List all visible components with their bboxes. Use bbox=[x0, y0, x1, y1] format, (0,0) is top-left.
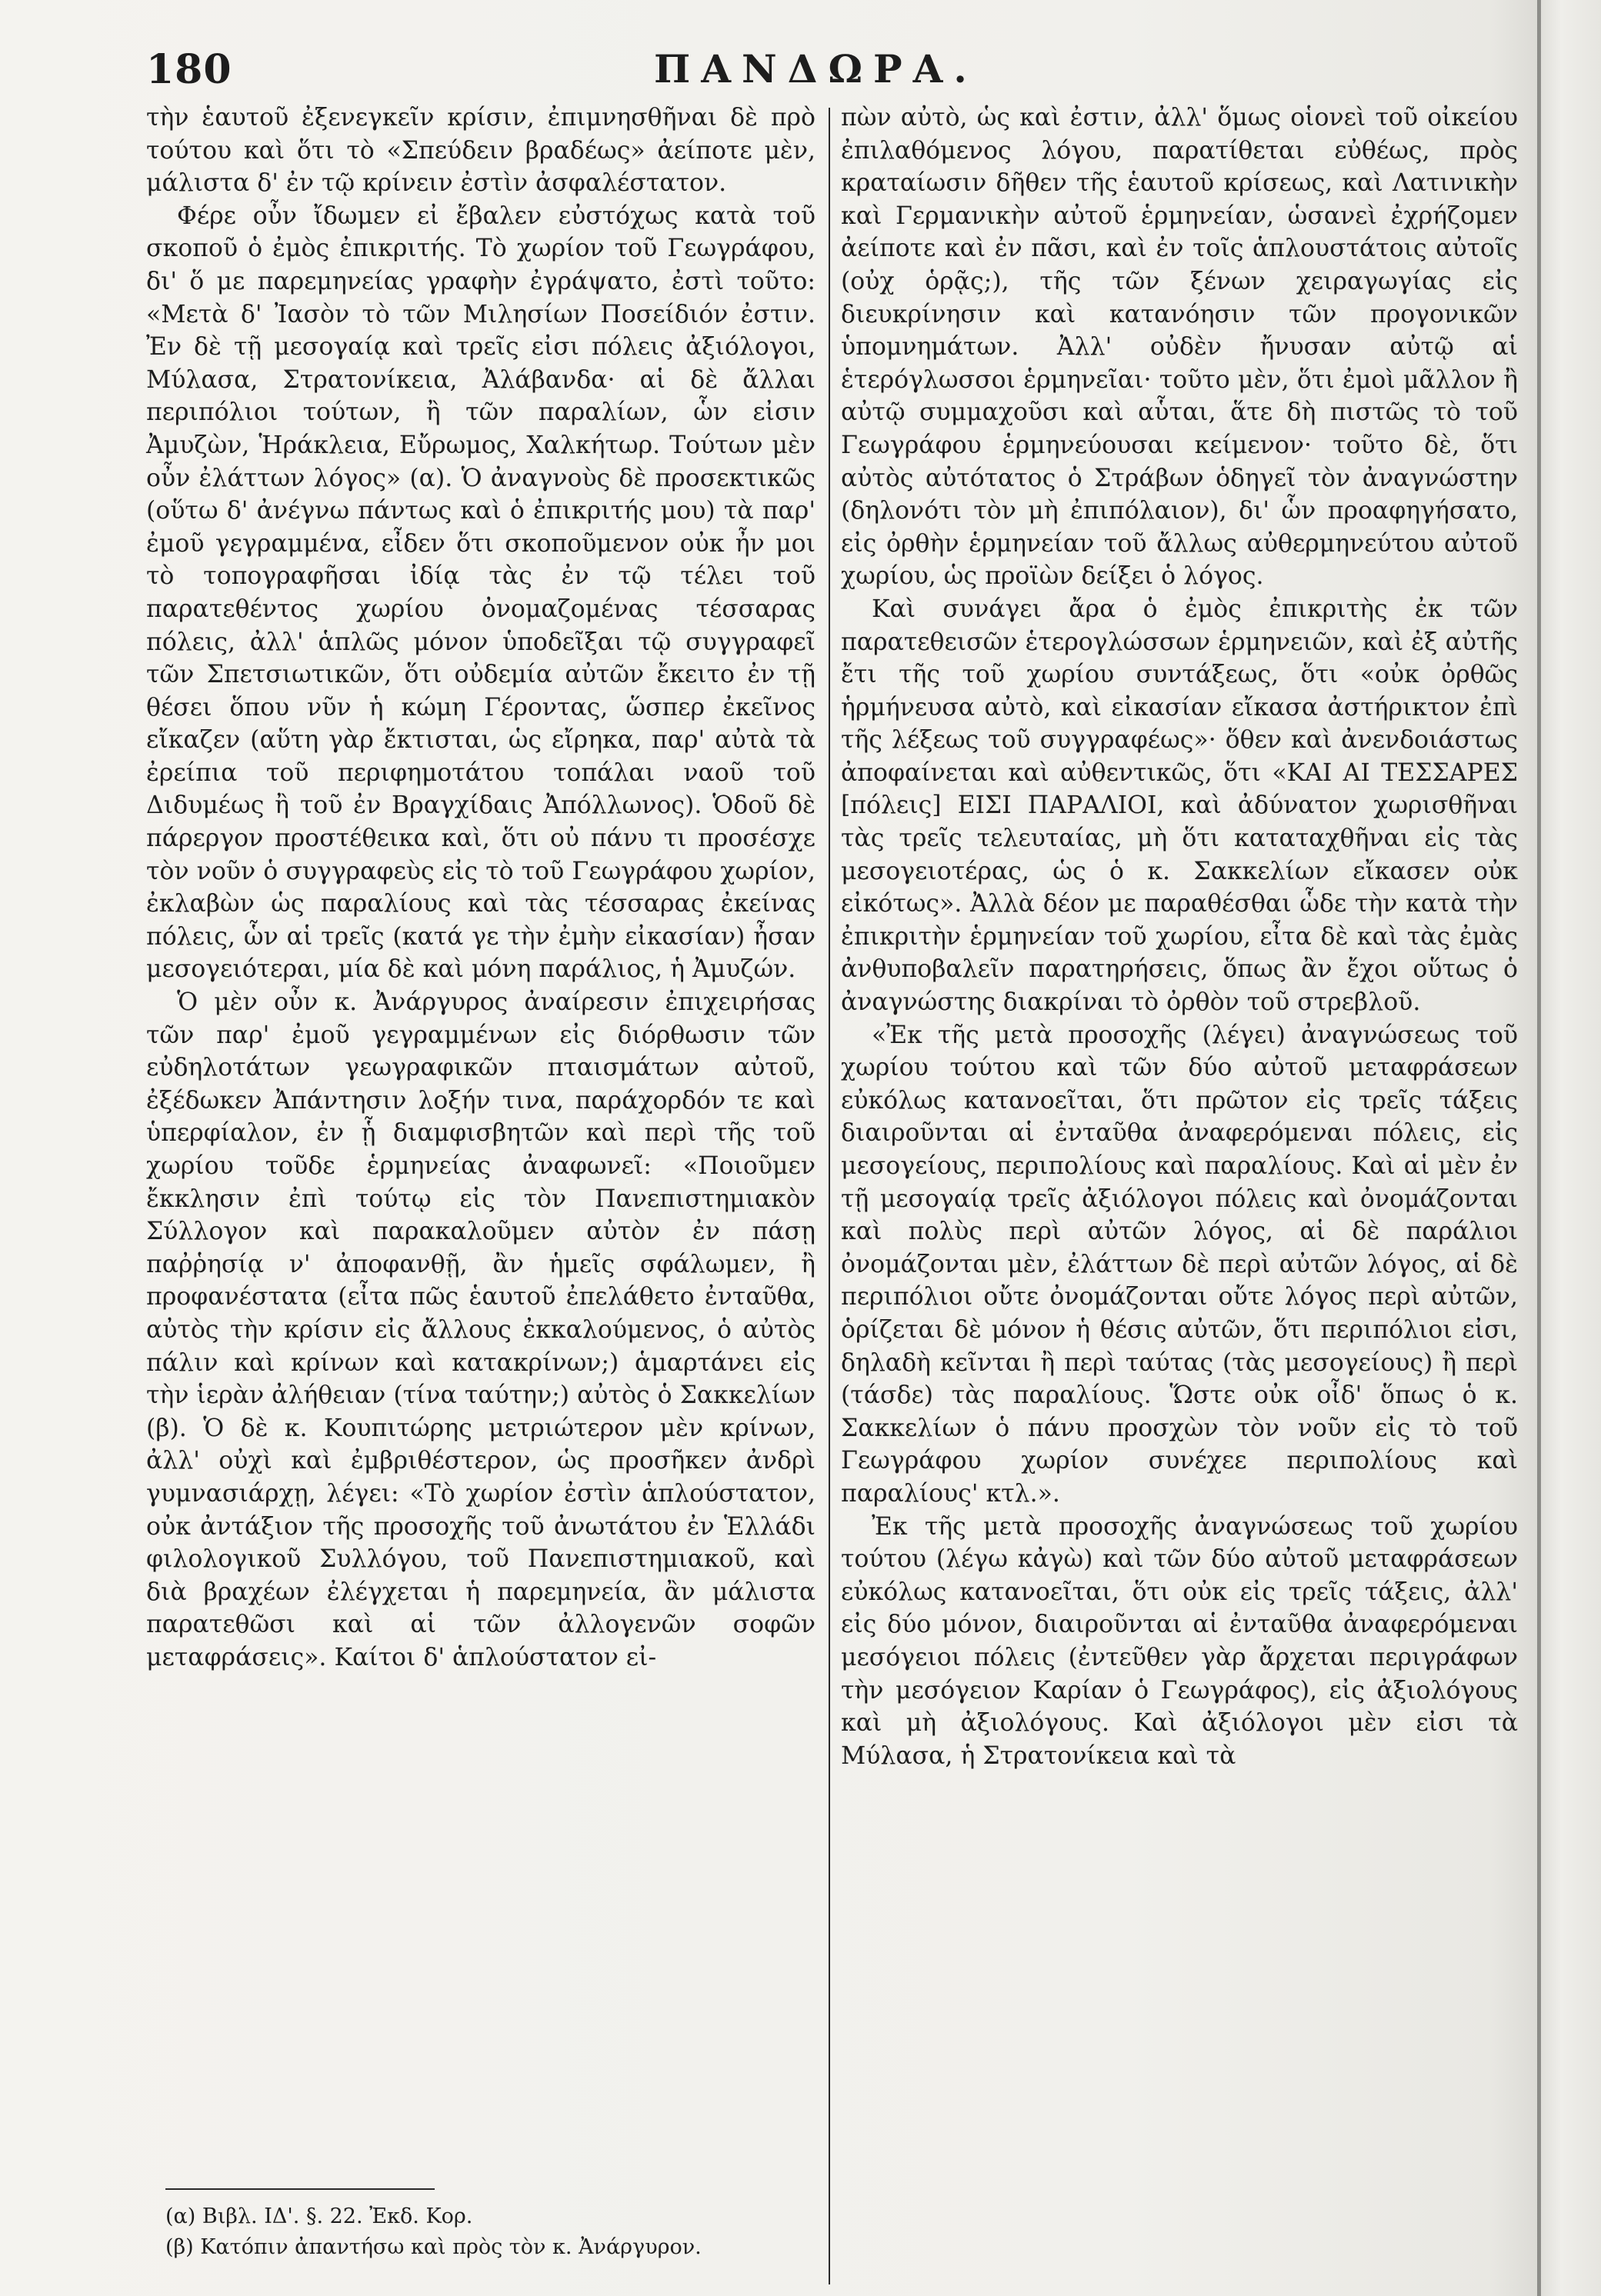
right-column bbox=[841, 102, 1518, 1772]
footnote-a: (α) Βιβλ. ΙΔ'. §. 22. Ἐκδ. Κορ. bbox=[165, 2204, 473, 2228]
left-paragraph-1: τὴν ἑαυτοῦ ἐξενεγκεῖν κρίσιν, ἐπιμνησθῆναι δὲ πρὸ τούτου καὶ ὅτι τὸ «Σπεύδειν βραδέως» ἀείποτε μὲν, μάλιστα δ' ἐν τῷ κρίνειν ἐστὶν ἀσφαλέστατον. bbox=[146, 104, 816, 198]
left-paragraph-3: Ὁ μὲν οὖν κ. Ἀνάργυρος ἀναίρεσιν ἐπιχειρήσας τῶν παρ' ἐμοῦ γεγραμμένων εἰς διόρθωσιν τῶν εὐδηλοτάτων γεωγραφικῶν πταισμάτων αὐτοῦ, ἐξέδωκεν Ἀπάντησιν λοξήν τινα, παράχορδόν τε καὶ ὑπερφίαλον, ἐν ᾗ διαμφισβητῶν καὶ περὶ τῆς τοῦ χωρίου τοῦδε ἑρμηνείας ἀναφωνεῖ: «Ποιοῦμεν ἔκκλησιν ἐπὶ τούτῳ εἰς τὸν Πανεπιστημιακὸν Σύλλογον καὶ παρακαλοῦμεν αὐτὸν ἐν πάσῃ παῤῥησίᾳ ν' ἀποφανθῇ, ἂν ἡμεῖς σφάλωμεν, ἢ προφανέστατα (εἶτα πῶς ἑαυτοῦ ἐπελάθετο ἐνταῦθα, αὐτὸς τὴν κρίσιν εἰς ἄλλους ἐκκαλούμενος, ὁ αὐτὸς πάλιν καὶ κρίνων καὶ κατακρίνων;) ἁμαρτάνει εἰς τὴν ἱερὰν ἀλήθειαν (τίνα ταύτην;) αὐτὸς ὁ Σακκελίων (β). Ὁ δὲ κ. Κουπιτώρης μετριώτερον μὲν κρίνων, ἀλλ' οὐχὶ καὶ ἐμβριθέστερον, ὡς προσῆκεν ἀνδρὶ γυμνασιάρχῃ, λέγει: «Τὸ χωρίον ἐστὶν ἁπλούστατον, οὐκ ἀντάξιον τῆς προσοχῆς τοῦ ἀνωτάτου ἐν Ἑλλάδι φιλολογικοῦ Συλλόγου, τοῦ Πανεπιστημιακοῦ, καὶ διὰ βραχέων ἐλέγχεται ἡ παρεμηνεία, ἂν μάλιστα παρατεθῶσι καὶ αἱ τῶν ἀλλογενῶν σοφῶν μεταφράσεις». Καίτοι δ' ἁπλούστατον εἰ- bbox=[146, 988, 816, 1671]
left-paragraph-2: Φέρε οὖν ἴδωμεν εἰ ἔβαλεν εὐστόχως κατὰ τοῦ σκοποῦ ὁ ἐμὸς ἐπικριτής. Τὸ χωρίον τοῦ Γεωγράφου, δι' ὅ με παρεμηνείας γραφὴν ἐγράψατο, ἐστὶ τοῦτο: «Μετὰ δ' Ἰασὸν τὸ τῶν Μιλησίων Ποσείδιόν ἐστιν. Ἐν δὲ τῇ μεσογαίᾳ καὶ τρεῖς εἰσι πόλεις ἀξιόλογοι, Μύλασα, Στρατονίκεια, Ἀλάβανδα· αἱ δὲ ἄλλαι περιπόλιοι τούτων, ἢ τῶν παραλίων, ὧν εἰσιν Ἀμυζὼν, Ἡράκλεια, Εὔρωμος, Χαλκήτωρ. Τούτων μὲν οὖν ἐλάττων λόγος» (α). Ὁ ἀναγνοὺς δὲ προσεκτικῶς (οὕτω δ' ἀνέγνω πάντως καὶ ὁ ἐπικριτής μου) τὰ παρ' ἐμοῦ γεγραμμένα, εἶδεν ὅτι σκοποῦμενον οὐκ ἦν μοι τὸ τοπογραφῆσαι ἰδίᾳ τὰς ἐν τῷ τέλει τοῦ παρατεθέντος χωρίου ὀνομαζομένας τέσσαρας πόλεις, ἀλλ' ἁπλῶς μόνον ὑποδεῖξαι τῷ συγγραφεῖ τῶν Σπετσιωτικῶν, ὅτι οὐδεμία αὐτῶν ἔκειτο ἐν τῇ θέσει ὅπου νῦν ἡ κώμη Γέροντας, ὥσπερ ἐκεῖνος εἴκαζεν (αὕτη γὰρ ἔκτισται, ὡς εἴρηκα, παρ' αὐτὰ τὰ ἐρείπια τοῦ περιφημοτάτου τοπάλαι ναοῦ τοῦ Διδυμέως ἢ τοῦ ἐν Βραγχίδαις Ἀπόλλωνος). Ὁδοῦ δὲ πάρεργον προστέθεικα καὶ, ὅτι οὐ πάνυ τι προσέσχε τὸν νοῦν ὁ συγγραφεὺς εἰς τὸ τοῦ Γεωγράφου χωρίον, ἐκλαβὼν ὡς παραλίους καὶ τὰς τέσσαρας ἐκείνας πόλεις, ὧν αἱ τρεῖς (κατά γε τὴν ἐμὴν εἰκασίαν) ἦσαν μεσογειότεραι, μία δὲ καὶ μόνη παράλιος, ἡ Ἀμυζών. bbox=[146, 202, 816, 984]
right-paragraph-4: Ἐκ τῆς μετὰ προσοχῆς ἀναγνώσεως τοῦ χωρίου τούτου (λέγω κἀγὼ) καὶ τῶν δύο αὐτοῦ μεταφράσεων εὐκόλως κατανοεῖται, ὅτι οὐκ εἰς τρεῖς τάξεις, ἀλλ' εἰς δύο μόνον, διαιροῦνται αἱ ἐνταῦθα ἀναφερόμεναι μεσόγειοι πόλεις (ἐντεῦθεν γὰρ ἄρχεται περιγράφων τὴν μεσόγειον Καρίαν ὁ Γεωγράφος), εἰς ἀξιολόγους καὶ μὴ ἀξιολόγους. Καὶ ἀξιόλογοι μὲν εἰσι τὰ Μύλασα, ἡ Στρατονίκεια καὶ τὰ bbox=[841, 1512, 1518, 1770]
running-title: ΠΑΝΔΩΡΑ. bbox=[654, 46, 978, 92]
page-header bbox=[146, 46, 1531, 100]
footnotes bbox=[165, 2201, 812, 2263]
right-paragraph-3: «Ἐκ τῆς μετὰ προσοχῆς (λέγει) ἀναγνώσεως τοῦ χωρίου τούτου καὶ τῶν δύο αὐτοῦ μεταφράσεων εὐκόλως κατανοεῖται, ὅτι πρῶτον εἰς τρεῖς τάξεις διαιροῦνται αἱ ἐνταῦθα ἀναφερόμεναι πόλεις, εἰς μεσογείους, περιπολίους καὶ παραλίους. Καὶ αἱ μὲν ἐν τῇ μεσογαίᾳ τρεῖς ἀξιόλογοι πόλεις καὶ ὀνομάζονται καὶ πολὺς περὶ αὐτῶν λόγος, αἱ δὲ παράλιοι ὀνομάζονται μὲν, ἐλάττων δὲ περὶ αὐτῶν λόγος, αἱ δὲ περιπόλιοι οὔτε ὀνομάζονται οὔτε λόγος περὶ αὐτῶν, ὁρίζεται δὲ μόνον ἡ θέσις αὐτῶν, ὅτι περιπόλιοι εἰσι, δηλαδὴ κεῖνται ἢ περὶ ταύτας (τὰς μεσογείους) ἢ περὶ (τάσδε) τὰς παραλίους. Ὥστε οὐκ οἶδ' ὅπως ὁ κ. Σακκελίων ὁ πάνυ προσχὼν τὸν νοῦν εἰς τὸ τοῦ Γεωγράφου χωρίον συνέχεε περιπολίους καὶ παραλίους' κτλ.». bbox=[841, 1021, 1518, 1508]
right-paragraph-1: πὼν αὐτὸ, ὡς καὶ ἐστιν, ἀλλ' ὅμως οἱονεὶ τοῦ οἰκείου ἐπιλαθόμενος λόγου, παρατίθεται εὐθέως, πρὸς κραταίωσιν δῆθεν τῆς ἑαυτοῦ κρίσεως, καὶ Λατινικὴν καὶ Γερμανικὴν αὐτοῦ ἑρμηνείαν, ὡσανεὶ ἐχρήζομεν ἀείποτε καὶ ἐν πᾶσι, καὶ ἐν τοῖς ἁπλουστάτοις αὐτοῖς (οὐχ ὁρᾷς;), τῆς τῶν ξένων χειραγωγίας εἰς διευκρίνησιν καὶ κατανόησιν τῶν προγονικῶν ὑπομνημάτων. Ἀλλ' οὐδὲν ἤνυσαν αὐτῷ αἱ ἑτερόγλωσσοι ἑρμηνεῖαι· τοῦτο μὲν, ὅτι ἐμοὶ μᾶλλον ἢ αὐτῷ συμμαχοῦσι καὶ αὗται, ἅτε δὴ πιστῶς τὸ τοῦ Γεωγράφου ἑρμηνεύουσαι κείμενον· τοῦτο δὲ, ὅτι αὐτὸς αὐτότατος ὁ Στράβων ὁδηγεῖ τὸν ἀναγνώστην (δηλονότι τὸν μὴ ἐπιπόλαιον), δι' ὧν προαφηγήσατο, εἰς ὀρθὴν ἑρμηνείαν τοῦ ἄλλως αὐθερμηνεύτου αὐτοῦ χωρίου, ὡς προϊὼν δείξει ὁ λόγος. bbox=[841, 104, 1518, 591]
binding-edge bbox=[1537, 0, 1541, 2296]
column-divider bbox=[829, 108, 830, 2284]
page-number: 180 bbox=[146, 46, 232, 93]
right-paragraph-2: Καὶ συνάγει ἄρα ὁ ἐμὸς ἐπικριτὴς ἐκ τῶν παρατεθεισῶν ἑτερογλώσσων ἑρμηνειῶν, καὶ ἐξ αὐτῆς ἔτι τῆς τοῦ χωρίου συντάξεως, ὅτι «οὐκ ὀρθῶς ἡρμήνευσα αὐτὸ, καὶ εἰκασίαν εἴκασα ἀστήρικτον ἐπὶ τῆς λέξεως τοῦ συγγραφέως»· ὅθεν καὶ ἀνενδοιάστως ἀποφαίνεται καὶ αὐθεντικῶς, ὅτι «ΚΑΙ ΑΙ ΤΕΣΣΑΡΕΣ [πόλεις] ΕΙΣΙ ΠΑΡΑΛΙΟΙ, καὶ ἀδύνατον χωρισθῆναι τὰς τρεῖς τελευταίας, μὴ ὅτι καταταχθῆναι εἰς τὰς μεσογειοτέρας, ὡς ὁ κ. Σακκελίων εἴκασεν οὐκ εἰκότως». Ἀλλὰ δέον με παραθέσθαι ὧδε τὴν κατὰ τὴν ἐπικριτὴν ἑρμηνείαν τοῦ χωρίου, εἶτα δὲ καὶ τὰς ἐμὰς ἀνθυποβαλεῖν παρατηρήσεις, ὅπως ἂν ἔχοι οὕτως ὁ ἀναγνώστης διακρίναι τὸ ὀρθὸν τοῦ στρεβλοῦ. bbox=[841, 595, 1518, 1017]
footnote-b: (β) Κατόπιν ἀπαντήσω καὶ πρὸς τὸν κ. Ἀνάργυρον. bbox=[165, 2235, 702, 2259]
left-column bbox=[146, 102, 816, 1675]
footnote-rule bbox=[165, 2188, 435, 2190]
